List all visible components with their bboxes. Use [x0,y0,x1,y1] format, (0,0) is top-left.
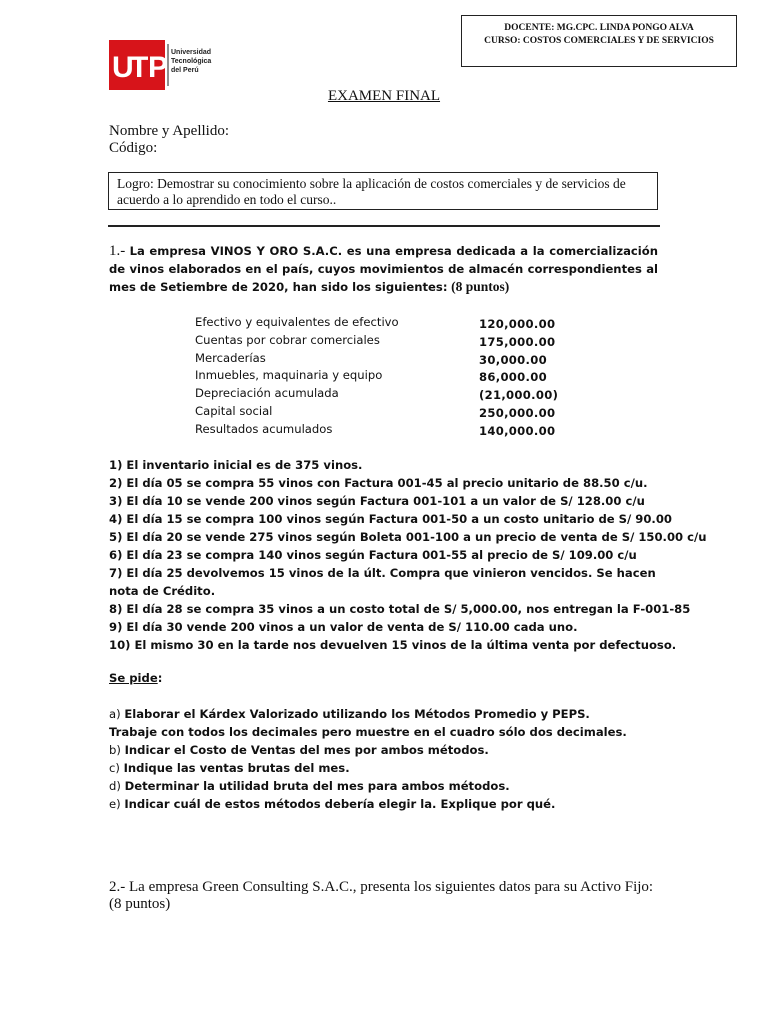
task-text: Indique las ventas brutas del mes. [123,761,350,775]
name-label: Nombre y Apellido: [109,123,229,139]
movement-item: 10) El mismo 30 en la tarde nos devuelven 15 vinos de la última venta por defectuoso. [109,638,677,652]
balance-name: Mercaderías [195,350,266,365]
balance-name: Efectivo y equivalentes de efectivo [195,315,399,329]
task-item [109,741,639,759]
question-1-number: 1.- [109,243,126,259]
movement-item: 8) El día 28 se compra 35 vinos a un costo total de S/ 5,000.00, nos entregan la F-001-85 [109,602,691,616]
balance-value: 86,000.00 [479,370,547,385]
task-letter: b) [109,743,121,757]
balance-value: 175,000.00 [479,334,556,349]
exam-title: EXAMEN FINAL [327,88,441,104]
section-divider [108,225,660,227]
se-pide-heading [109,671,162,685]
task-letter: e) [109,797,121,811]
task-item [109,759,639,777]
logo-letter-t: T [130,51,149,84]
balance-value: (21,000.00) [479,388,559,403]
movement-item: 3) El día 10 se vende 200 vinos según Factura 001-101 a un valor de S/ 128.00 c/u [109,494,645,508]
question-1-statement [109,242,658,296]
question-1-text: La empresa VINOS Y ORO S.A.C. es una empresa dedicada a la comercialización de vinos elaborados en el país, cuyos movimientos de almacén correspondientes al mes de Setiembre de 2020, han sido los siguientes: [109,244,658,294]
task-text: Indicar el Costo de Ventas del mes por ambos métodos. [124,743,489,757]
task-text: Indicar cuál de estos métodos debería elegir la. Explique por qué. [124,797,556,811]
code-label: Código: [109,140,158,156]
task-letter: d) [109,779,121,793]
balance-value: 120,000.00 [479,317,556,331]
logo-text-line-1: Universidad [171,49,212,56]
logo-text-line-2: Tecnológica [171,58,212,65]
movement-item: 2) El día 05 se compra 55 vinos con Factura 001-45 al precio unitario de 88.50 c/u. [109,476,648,490]
movement-item: 9) El día 30 vende 200 vinos a un valor de venta de S/ 110.00 cada uno. [109,620,578,634]
balance-value: 140,000.00 [479,423,556,438]
logro-text: Logro: Demostrar su conocimiento sobre la aplicación de costos comerciales y de servicios de acuerdo a lo aprendido en todo el curso.. [117,176,626,207]
task-text: Determinar la utilidad bruta del mes para ambos métodos. [124,779,510,793]
logro-box [108,172,658,210]
course-header-box [461,15,737,67]
balance-name: Depreciación acumulada [195,386,339,401]
tasks-list [109,705,639,813]
logo-text-line-3: del Perú [171,67,199,74]
balance-value: 250,000.00 [479,405,556,420]
movement-item: 4) El día 15 se compra 100 vinos según Factura 001-50 a un costo unitario de S/ 90.00 [109,512,672,526]
task-letter: a) [109,707,121,721]
logo-letter-u: U [112,51,134,84]
task-text: Elaborar el Kárdex Valorizado utilizando los Métodos Promedio y PEPS. Trabaje con todos los decimales pero muestre en el cuadro sólo dos decimales. [109,707,627,739]
task-item [109,705,639,741]
balance-name: Cuentas por cobrar comerciales [195,332,380,347]
balance-name: Capital social [195,403,273,418]
se-pide-label: Se pide [109,671,158,685]
question-1-points: (8 puntos) [451,279,510,294]
movement-item: 5) El día 20 se vende 275 vinos según Boleta 001-100 a un precio de venta de S/ 150.00 c/u [109,530,707,544]
task-letter: c) [109,761,120,775]
task-item [109,795,639,813]
docente-line: DOCENTE: MG.CPC. LINDA PONGO ALVA [504,23,694,33]
logo-letter-p: P [148,51,169,84]
movements-list [109,456,707,654]
movement-item: 6) El día 23 se compra 140 vinos según Factura 001-55 al precio de S/ 109.00 c/u [109,548,637,562]
utp-logo [109,40,212,90]
movement-item: 1) El inventario inicial es de 375 vinos. [109,458,363,472]
se-pide-colon: : [157,671,163,685]
utp-logo-graphic [109,40,212,90]
balance-value: 30,000.00 [479,352,547,367]
curso-line: CURSO: COSTOS COMERCIALES Y DE SERVICIOS [484,36,714,46]
balance-name: Resultados acumulados [195,421,333,436]
question-2-statement: 2.- La empresa Green Consulting S.A.C., presenta los siguientes datos para su Activo Fijo: (8 puntos) [109,879,654,912]
movement-item: 7) El día 25 devolvemos 15 vinos de la últ. Compra que vinieron vencidos. Se hacen nota de Crédito. [109,566,656,598]
task-item [109,777,639,795]
balance-name: Inmuebles, maquinaria y equipo [195,368,383,383]
